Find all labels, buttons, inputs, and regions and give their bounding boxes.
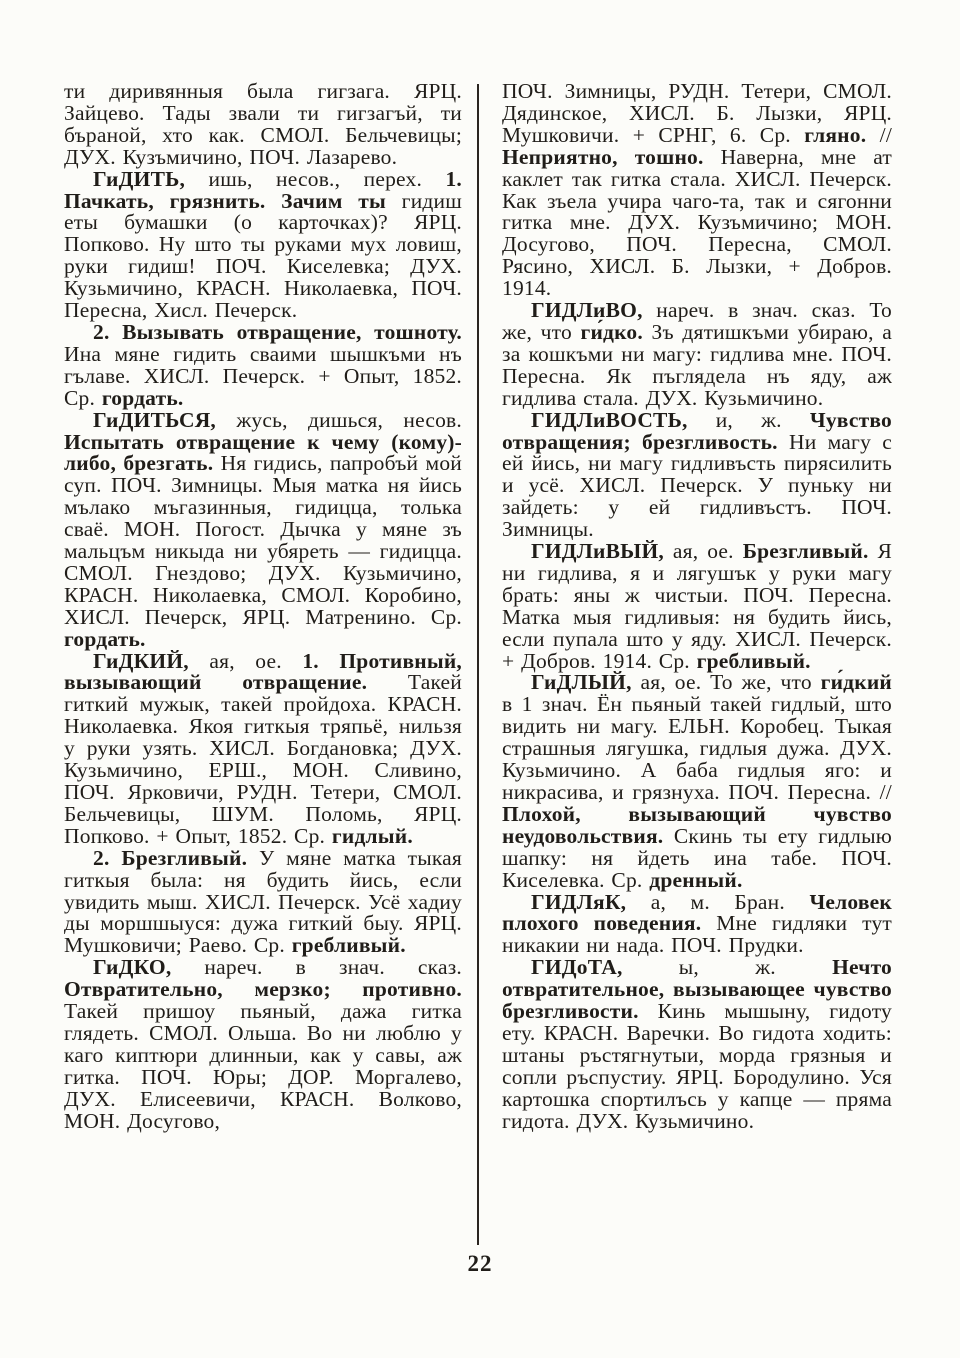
bold-run: Чувство отвращения; брезгливость.	[502, 407, 892, 454]
bold-run: ги́дко.	[580, 319, 643, 344]
text-run: Такей гиткий мужык, такей пройдоха. КРАСН. Николаевка. Якоя гиткыя тряпьё, нильзя у руки узять. ХИСЛ. Богдановка; ДУХ. Кузьмичино, ЕРШ., МОН. Сливино, ПОЧ. Ярковичи, РУДН. Тетери, СМОЛ. Бельчевицы, ШУМ. Поломь, ЯРЦ. Попково. + Опыт, 1852. Ср.	[64, 670, 462, 848]
column-divider-rule	[477, 84, 479, 1245]
bold-run: Человек плохого поведения.	[502, 889, 892, 936]
bold-run: 2. Брезгливый.	[93, 845, 248, 870]
text-run: жусь, дишься, несов.	[216, 407, 462, 432]
bold-run: Плохой, вызывающий чувство неудовольствия.	[502, 801, 892, 848]
bold-run: ГИДЛиВОСТЬ,	[531, 407, 688, 432]
entry-gidlyy	[502, 672, 892, 891]
text-run: гидиш еты бумашки (о карточках)? ЯРЦ. Попково. Ну што ты руками мух ловиш, руки гидиш! ПОЧ. Киселевка; ДУХ. Кузьмичино, КРАСН. Николаевка, ПОЧ. Пересна, Хисл. Печерск.	[64, 188, 462, 323]
bold-run: дренный.	[649, 867, 743, 892]
text-run: Такей пришоу пьяный, дажа гитка глядеть. СМОЛ. Ольша. Во ни люблю у каго киптюри длинныи, как у савы, аж гитка. ПОЧ. Юры; ДОР. Моргалево, ДУХ. Елисеевичи, КРАСН. Волково, МОН. Досугово,	[64, 999, 462, 1133]
entry-gidkiy	[64, 648, 463, 848]
bold-run: гребливый.	[291, 933, 406, 958]
bold-run: 1. Противный, вызывающий отвращение.	[64, 648, 463, 695]
sense-2-gidkiy	[64, 845, 462, 958]
bold-run: 1. Пачкать, грязнить. Зачим ты	[64, 166, 462, 213]
text-run: Я ни гидлива, я и лягушък у руки магу брать: яны ж чистыи. ПОЧ. Пересна. Матка мыя гидливыя: ня будить йись, если пупала што у яду. ХИСЛ. Печерск. + Добров. 1914. Ср.	[502, 539, 892, 673]
bold-run: гордать.	[101, 385, 184, 410]
bold-run: ГиДИТЬ,	[93, 166, 186, 191]
entry-gidko	[64, 957, 462, 1132]
text-run: Ня гидись, папробъй мой суп. ПОЧ. Зимницы. Мыя матка ня йись мълако мъгазинныя, гидицца, толька сваё. МОН. Погост. Дычка у мяне зъ мальцъм никыда ни убяреть — гидицца. СМОЛ. Гнездово; ДУХ. Кузьмичино, КРАСН. Николаевка, СМОЛ. Коробино, ХИСЛ. Печерск, ЯРЦ. Матренино. Ср.	[64, 451, 462, 629]
text-run: нареч. в знач. сказ. То же, что	[502, 298, 892, 344]
text-run: Скинь ты ету гидлыю шапку: ня йдеть ина табе. ПОЧ. Киселевка. Ср.	[502, 823, 892, 892]
text-run: ая, ое.	[663, 539, 743, 564]
text-run: и, ж.	[687, 407, 810, 432]
bold-run: Неприятно, тошно.	[502, 144, 704, 169]
bold-run: гляно.	[804, 122, 867, 147]
text-run: Зъ дятишкъми убираю, а за кошкъми ни магу: гидлива мне. ПОЧ. Пересна. Як пъгляделa нъ яду, аж гидлива стала. ДУХ. Кузьмичино.	[502, 319, 892, 410]
bold-run: ГиДКИЙ,	[93, 648, 189, 673]
bold-run: ГИДоТА,	[531, 955, 623, 980]
entry-gidit	[64, 166, 462, 323]
text-run: Наверна, мне ат каклет так гитка стала. ХИСЛ. Печерск. Как зъела учира чаго-та, так и сягонни гитка мне. ДУХ. Кузъмичино; МОН. Досугово, ПОЧ. Пересна, СМОЛ. Рясино, ХИСЛ. Б. Лызки, + Добров. 1914.	[502, 144, 892, 301]
bold-run: Испытать отвращение к чему (кому)-либо, брезгать.	[64, 429, 462, 476]
bold-run: гидлый.	[331, 823, 413, 848]
text-run: в 1 знач. Ён пьяный такей гидлый, што видить ни магу. ЕЛЬН. Коробец. Тыкая страшныя лягушка, гидлыя дужа. ДУХ. Кузьмичино. А баба гидлыя яго: и никрасива, и грязнуха. ПОЧ. Пересна. //	[502, 692, 892, 804]
text-run: Кинь мышыну, гидоту ету. КРАСН. Варечки. Во гидота ходить: штаны ръстягнутыи, морда грязныя и сопли ръспустиу. ЯРЦ. Бородулино. Уся картошка спортилъсь у капце — пряма гидота. ДУХ. Кузьмичино.	[502, 999, 892, 1133]
bold-run: 2. Вызывать отвращение, тошноту.	[93, 319, 462, 344]
entry-gidlivyy	[502, 541, 892, 672]
text-run: У мяне матка тыкая гиткыя была: ня будить йись, если увидить мыш. ХИСЛ. Печерск. Усё хадиу ды моршшыуся: дужа гиткий быу. ЯРЦ. Мушковичи; Раево. Ср.	[64, 845, 462, 958]
right-text-column	[502, 81, 892, 1133]
bold-run: ГИДЛиВО,	[531, 298, 643, 323]
continuation-paragraph	[64, 81, 462, 169]
bold-run: ГИДЛиВЫЙ,	[531, 539, 664, 564]
text-run: ти диривянныя была гигзага. ЯРЦ. Зайцево. Тады звали ти гигзагъй, ти бъраной, хто как. СМОЛ. Бельчевицы; ДУХ. Кузъмичино, ПОЧ. Лазарево.	[64, 79, 462, 169]
page-number: 22	[467, 1251, 493, 1276]
bold-run: гордать.	[64, 626, 146, 651]
text-run: Ина мяне гидить сваими шышкъми нъ гълаве. ХИСЛ. Печерск. + Опыт, 1852. Ср.	[64, 341, 462, 410]
bold-run: Отвратительно, мерзко; противно.	[64, 977, 462, 1002]
left-text-column	[64, 81, 462, 1133]
entry-gidota	[502, 957, 892, 1132]
text-run: ишь, несов., перех.	[185, 166, 446, 191]
bold-run: гребливый.	[696, 648, 811, 673]
entry-gidlivo	[502, 300, 892, 410]
bold-run: Брезгливый.	[742, 539, 869, 564]
text-run: ы, ж.	[622, 955, 833, 980]
entry-gidlivost	[502, 407, 892, 542]
text-run: Мне гидляки тут никакии ни нада. ПОЧ. Прудки.	[502, 911, 893, 958]
bold-run: Нечто отвратительное, вызывающее чувство брезгливости.	[502, 955, 892, 1024]
bold-run: ГиДЛЫЙ,	[531, 670, 632, 695]
bold-run: ГиДКО,	[93, 955, 172, 980]
bold-run: ги́дкий	[820, 670, 892, 695]
sense-2-gidit	[64, 319, 462, 410]
entry-gidlyak	[502, 889, 893, 958]
text-run: ая, ое.	[188, 648, 303, 673]
bold-run: ГИДЛяК,	[531, 889, 627, 914]
text-run: ая, ое. То же, что	[631, 670, 821, 695]
continuation-gidko	[502, 81, 892, 300]
text-run: Ни магу с ей йись, ни магу гидливъсть пирясилить и усё. ХИСЛ. Печерск. У пуньку ни зайдеть: у ей гидливъстъ. ПОЧ. Зимницы.	[502, 429, 892, 542]
text-run: нареч. в знач. сказ.	[171, 955, 462, 980]
bold-run: ГиДИТЬСЯ,	[93, 407, 217, 432]
text-run: а, м. Бран.	[626, 889, 810, 914]
text-run: ПОЧ. Зимницы, РУДН. Тетери, СМОЛ. Дядинское, ХИСЛ. Б. Лызки, ЯРЦ. Мушковичи. + СРНГ, 6. Ср.	[502, 79, 892, 147]
entry-giditsya	[64, 407, 462, 651]
text-run: //	[866, 122, 892, 147]
